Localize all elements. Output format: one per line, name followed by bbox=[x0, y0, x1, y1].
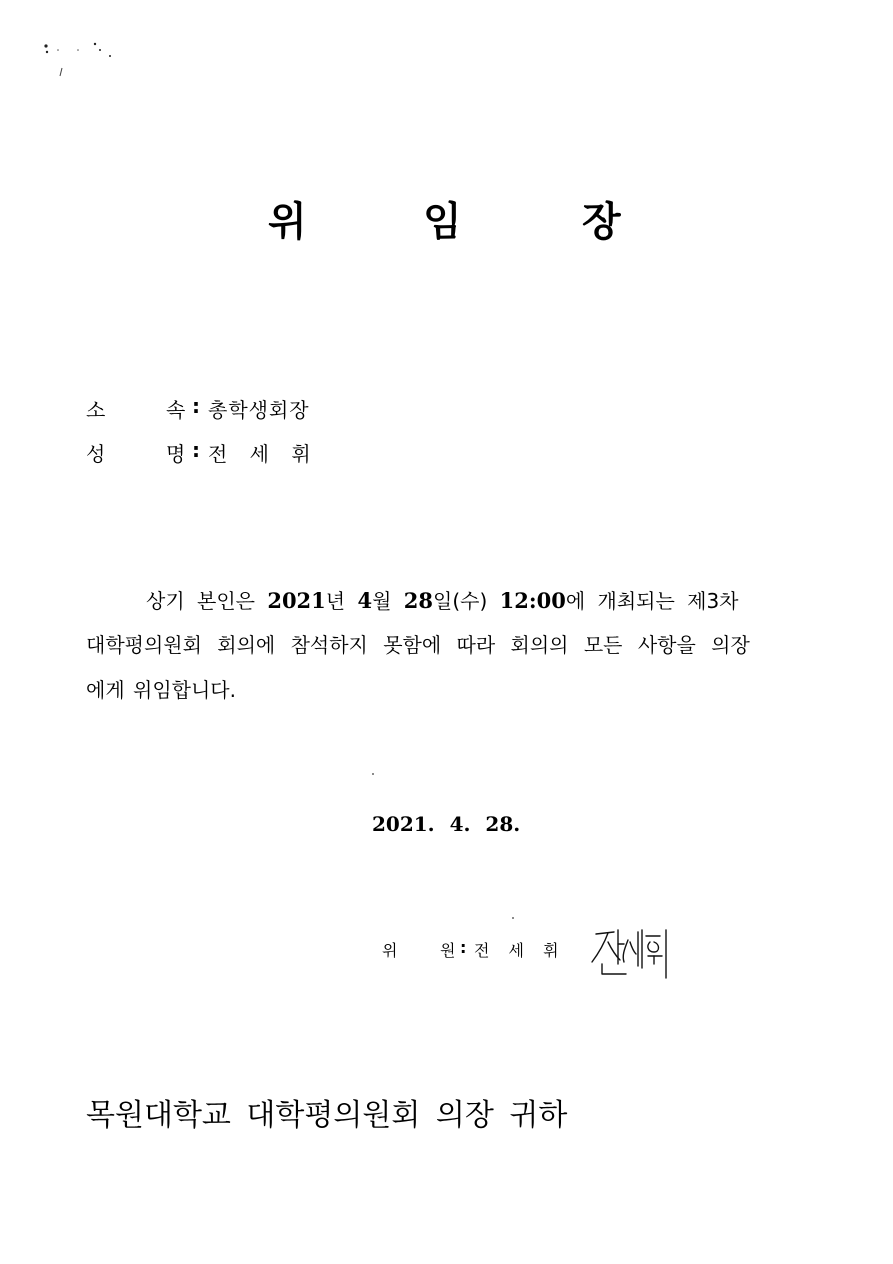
name-value: 전 세 휘 bbox=[208, 442, 319, 466]
affiliation-label-1: 소 bbox=[86, 398, 106, 422]
body-text-b: 년 bbox=[325, 589, 358, 613]
body-text-a: 상기 본인은 bbox=[146, 589, 268, 613]
body-day: 28 bbox=[403, 588, 434, 613]
member-value: 전 세 휘 bbox=[474, 941, 566, 960]
addressee: 목원대학교 대학평의원회 의장 귀하 bbox=[86, 1098, 568, 1133]
name-colon: : bbox=[192, 438, 200, 462]
affiliation-colon: : bbox=[192, 394, 200, 418]
title-char-3: 장 bbox=[582, 199, 621, 245]
name-label-1: 성 bbox=[86, 442, 106, 466]
scan-noise-marks bbox=[40, 38, 120, 83]
affiliation-label-2: 속 bbox=[166, 398, 186, 422]
member-label-2: 원 bbox=[440, 941, 456, 960]
document-title bbox=[0, 190, 893, 250]
member-label-1: 위 bbox=[382, 941, 398, 960]
body-paragraph bbox=[86, 578, 811, 713]
member-colon: : bbox=[460, 938, 467, 957]
affiliation-value: 총학생회장 bbox=[208, 398, 310, 422]
body-year: 2021 bbox=[267, 588, 326, 613]
body-text-e: 에 개최되는 제3차 bbox=[565, 589, 739, 613]
body-line-3: 에게 위임합니다. bbox=[86, 678, 236, 702]
body-line-1 bbox=[86, 578, 811, 623]
body-text-d: 일(수) bbox=[433, 589, 500, 613]
body-text-c: 월 bbox=[372, 589, 404, 613]
title-char-1: 위 bbox=[268, 199, 307, 245]
body-month: 4 bbox=[357, 588, 373, 613]
document-date: 2021. 4. 28. bbox=[372, 812, 521, 836]
body-time: 12:00 bbox=[499, 588, 566, 613]
title-char-2: 임 bbox=[423, 199, 462, 245]
name-label-2: 명 bbox=[166, 442, 186, 466]
handwritten-signature bbox=[588, 920, 672, 980]
body-line-2: 대학평의원회 회의에 참석하지 못함에 따라 회의의 모든 사항을 의장 bbox=[86, 633, 750, 657]
